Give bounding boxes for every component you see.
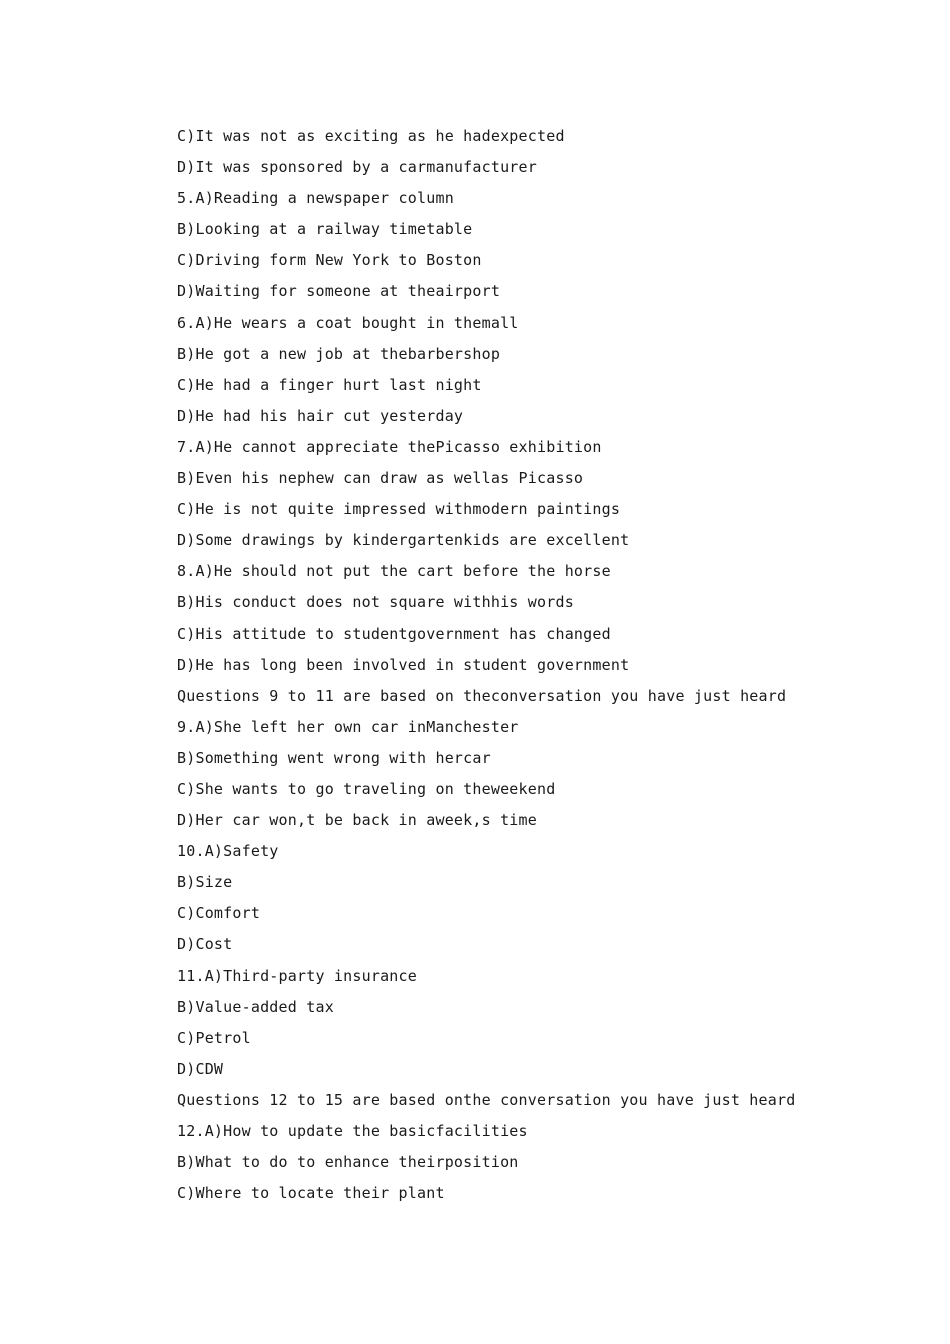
text-line: B)Something went wrong with hercar (177, 748, 491, 767)
question-list (177, 124, 917, 1212)
text-line: B)Even his nephew can draw as wellas Picasso (177, 469, 584, 488)
text-line: 11.A)Third-party insurance (177, 966, 417, 985)
text-line: C)His attitude to studentgovernment has changed (177, 624, 611, 643)
text-line: B)Size (177, 873, 233, 892)
text-line: D)Her car won,t be back in aweek,s time (177, 811, 537, 830)
text-line: C)Driving form New York to Boston (177, 251, 482, 270)
text-line: 8.A)He should not put the cart before the horse (177, 562, 611, 581)
text-line: D)Waiting for someone at theairport (177, 282, 501, 301)
text-line: D)It was sponsored by a carmanufacturer (177, 158, 537, 177)
text-line: 5.A)Reading a newspaper column (177, 189, 454, 208)
text-line: B)Value-added tax (177, 997, 334, 1016)
section-heading: Questions 12 to 15 are based onthe conversation you have just heard (177, 1090, 796, 1109)
text-line: C)Where to locate their plant (177, 1184, 445, 1203)
text-line: C)She wants to go traveling on theweekend (177, 779, 556, 798)
text-line: D)Cost (177, 935, 233, 954)
text-line: D)He had his hair cut yesterday (177, 406, 464, 425)
text-line: C)He had a finger hurt last night (177, 375, 482, 394)
text-line: B)Looking at a railway timetable (177, 220, 473, 239)
text-line: 12.A)How to update the basicfacilities (177, 1122, 528, 1140)
text-line: D)Some drawings by kindergartenkids are excellent (177, 531, 630, 550)
text-line: B)What to do to enhance theirposition (177, 1153, 519, 1172)
text-line: C)It was not as exciting as he hadexpected (177, 127, 565, 145)
text-line: C)Petrol (177, 1028, 251, 1047)
text-line: B)He got a new job at thebarbershop (177, 344, 501, 363)
text-line: D)CDW (177, 1059, 224, 1078)
text-line: 10.A)Safety (177, 842, 279, 861)
text-line: C)He is not quite impressed withmodern paintings (177, 500, 621, 519)
text-line: C)Comfort (177, 904, 261, 923)
text-line: 7.A)He cannot appreciate thePicasso exhibition (177, 437, 602, 456)
text-line: B)His conduct does not square withhis words (177, 593, 574, 612)
text-line: 9.A)She left her own car inManchester (177, 717, 519, 736)
section-heading: Questions 9 to 11 are based on theconversation you have just heard (177, 686, 787, 705)
text-line: D)He has long been involved in student government (177, 655, 630, 674)
text-line: 6.A)He wears a coat bought in themall (177, 313, 519, 332)
